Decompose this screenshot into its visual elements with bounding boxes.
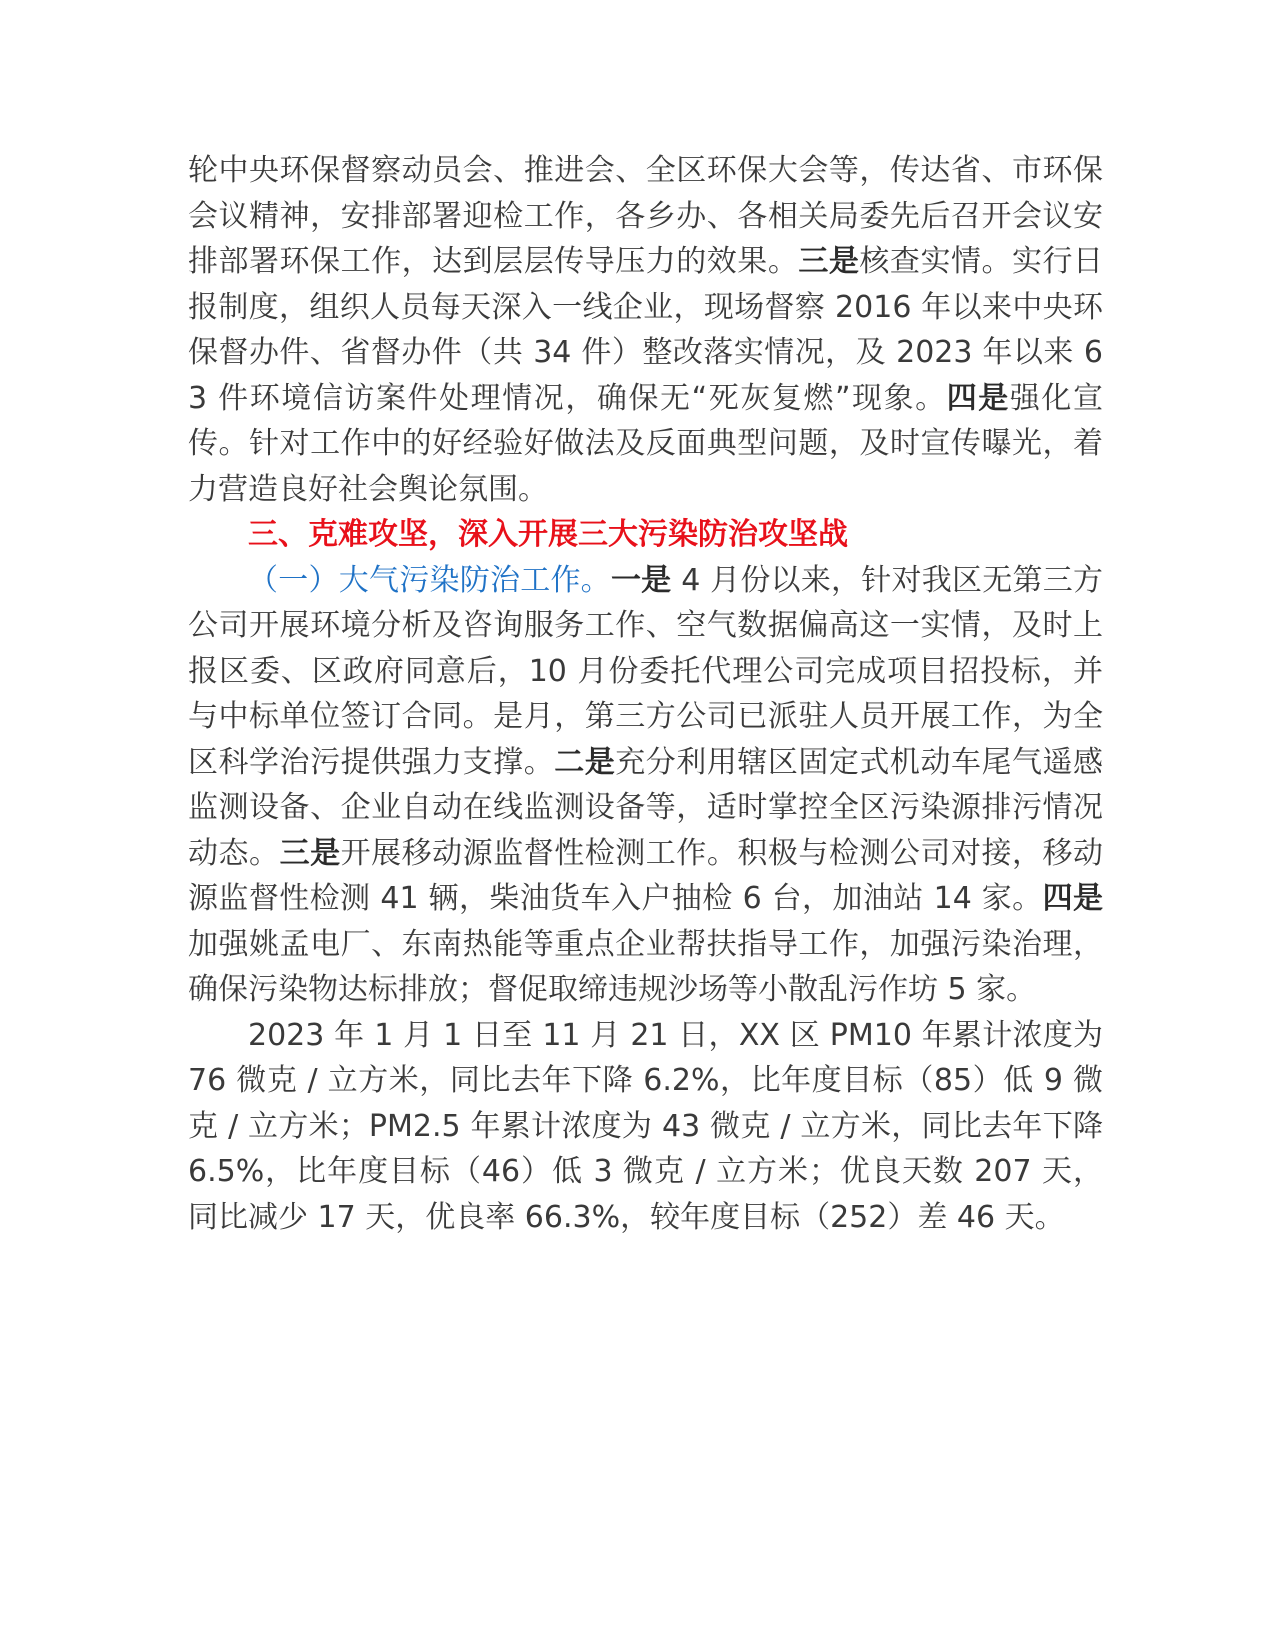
paragraph-text: 4 月份以来，针对我区无第三方公司开展环境分析及咨询服务工作、空气数据偏高这一实情，及时上报区委、区政府同意后，10 月份委托代理公司完成项目招投标，并与中标单位签订合同。是月，第三方公司已派驻人员开展工作，为全区科学治污提供强力支撑。 bbox=[188, 562, 1104, 780]
bold-ordinal-fourth: 四是 bbox=[1042, 881, 1104, 916]
document-body bbox=[188, 148, 1103, 1240]
subsection-heading: （一）大气污染防治工作。 bbox=[248, 562, 611, 598]
paragraph-text: 加强姚孟电厂、东南热能等重点企业帮扶指导工作，加强污染治理，确保污染物达标排放；督促取缔违规沙场等小散乱污作坊 5 家。 bbox=[188, 926, 1103, 1007]
bold-ordinal-first: 一是 bbox=[610, 562, 672, 598]
paragraph-text: 轮中央环保督察动员会、推进会、全区环保大会等，传达省、市环保会议精神，安排部署迎检工作，各乡办、各相关局委先后召开会议安排部署环保工作，达到层层传导压力的效果。 bbox=[188, 153, 1103, 279]
bold-ordinal-third: 三是 bbox=[798, 244, 860, 279]
paragraph-text: 开展移动源监督性检测工作。积极与检测公司对接，移动源监督性检测 41 辆，柴油货车入户抽检 6 台，加油站 14 家。 bbox=[188, 835, 1104, 916]
paragraph-text: 核查实情。实行日报制度，组织人员每天深入一线企业，现场督察 2016 年以来中央环保督办件、省督办件（共 34 件）整改落实情况，及 2023 年以来 63 件环境信访案件处理情况，确保无“死灰复燃”现象。 bbox=[188, 244, 1104, 416]
bold-ordinal-third: 三是 bbox=[279, 835, 341, 871]
paragraph-air-quality-stats: 2023 年 1 月 1 日至 11 月 21 日，XX 区 PM10 年累计浓度为 76 微克 / 立方米，同比去年下降 6.2%，比年度目标（85）低 9 微克 / 立方米；PM2.5 年累计浓度为 43 微克 / 立方米，同比去年下降 6.5%，比年度目标（46）低 3 微克 / 立方米；优良天数 207 天，同比减少 17 天，优良率 66.3%，较年度目标（252）差 46 天。 bbox=[188, 1017, 1103, 1235]
section-heading: 三、克难攻坚，深入开展三大污染防治攻坚战 bbox=[248, 517, 848, 552]
paragraph-text: 充分利用辖区固定式机动车尾气遥感监测设备、企业自动在线监测设备等，适时掌控全区污染源排污情况动态。 bbox=[188, 744, 1104, 871]
bold-ordinal-fourth: 四是 bbox=[946, 380, 1010, 416]
paragraph-campaign-followup bbox=[188, 148, 1103, 512]
paragraph-air-pollution bbox=[188, 558, 1103, 1013]
paragraph-text: 强化宣传。针对工作中的好经验好做法及反面典型问题，及时宣传曝光，着力营造良好社会舆论氛围。 bbox=[188, 380, 1103, 507]
bold-ordinal-second: 二是 bbox=[554, 744, 616, 780]
